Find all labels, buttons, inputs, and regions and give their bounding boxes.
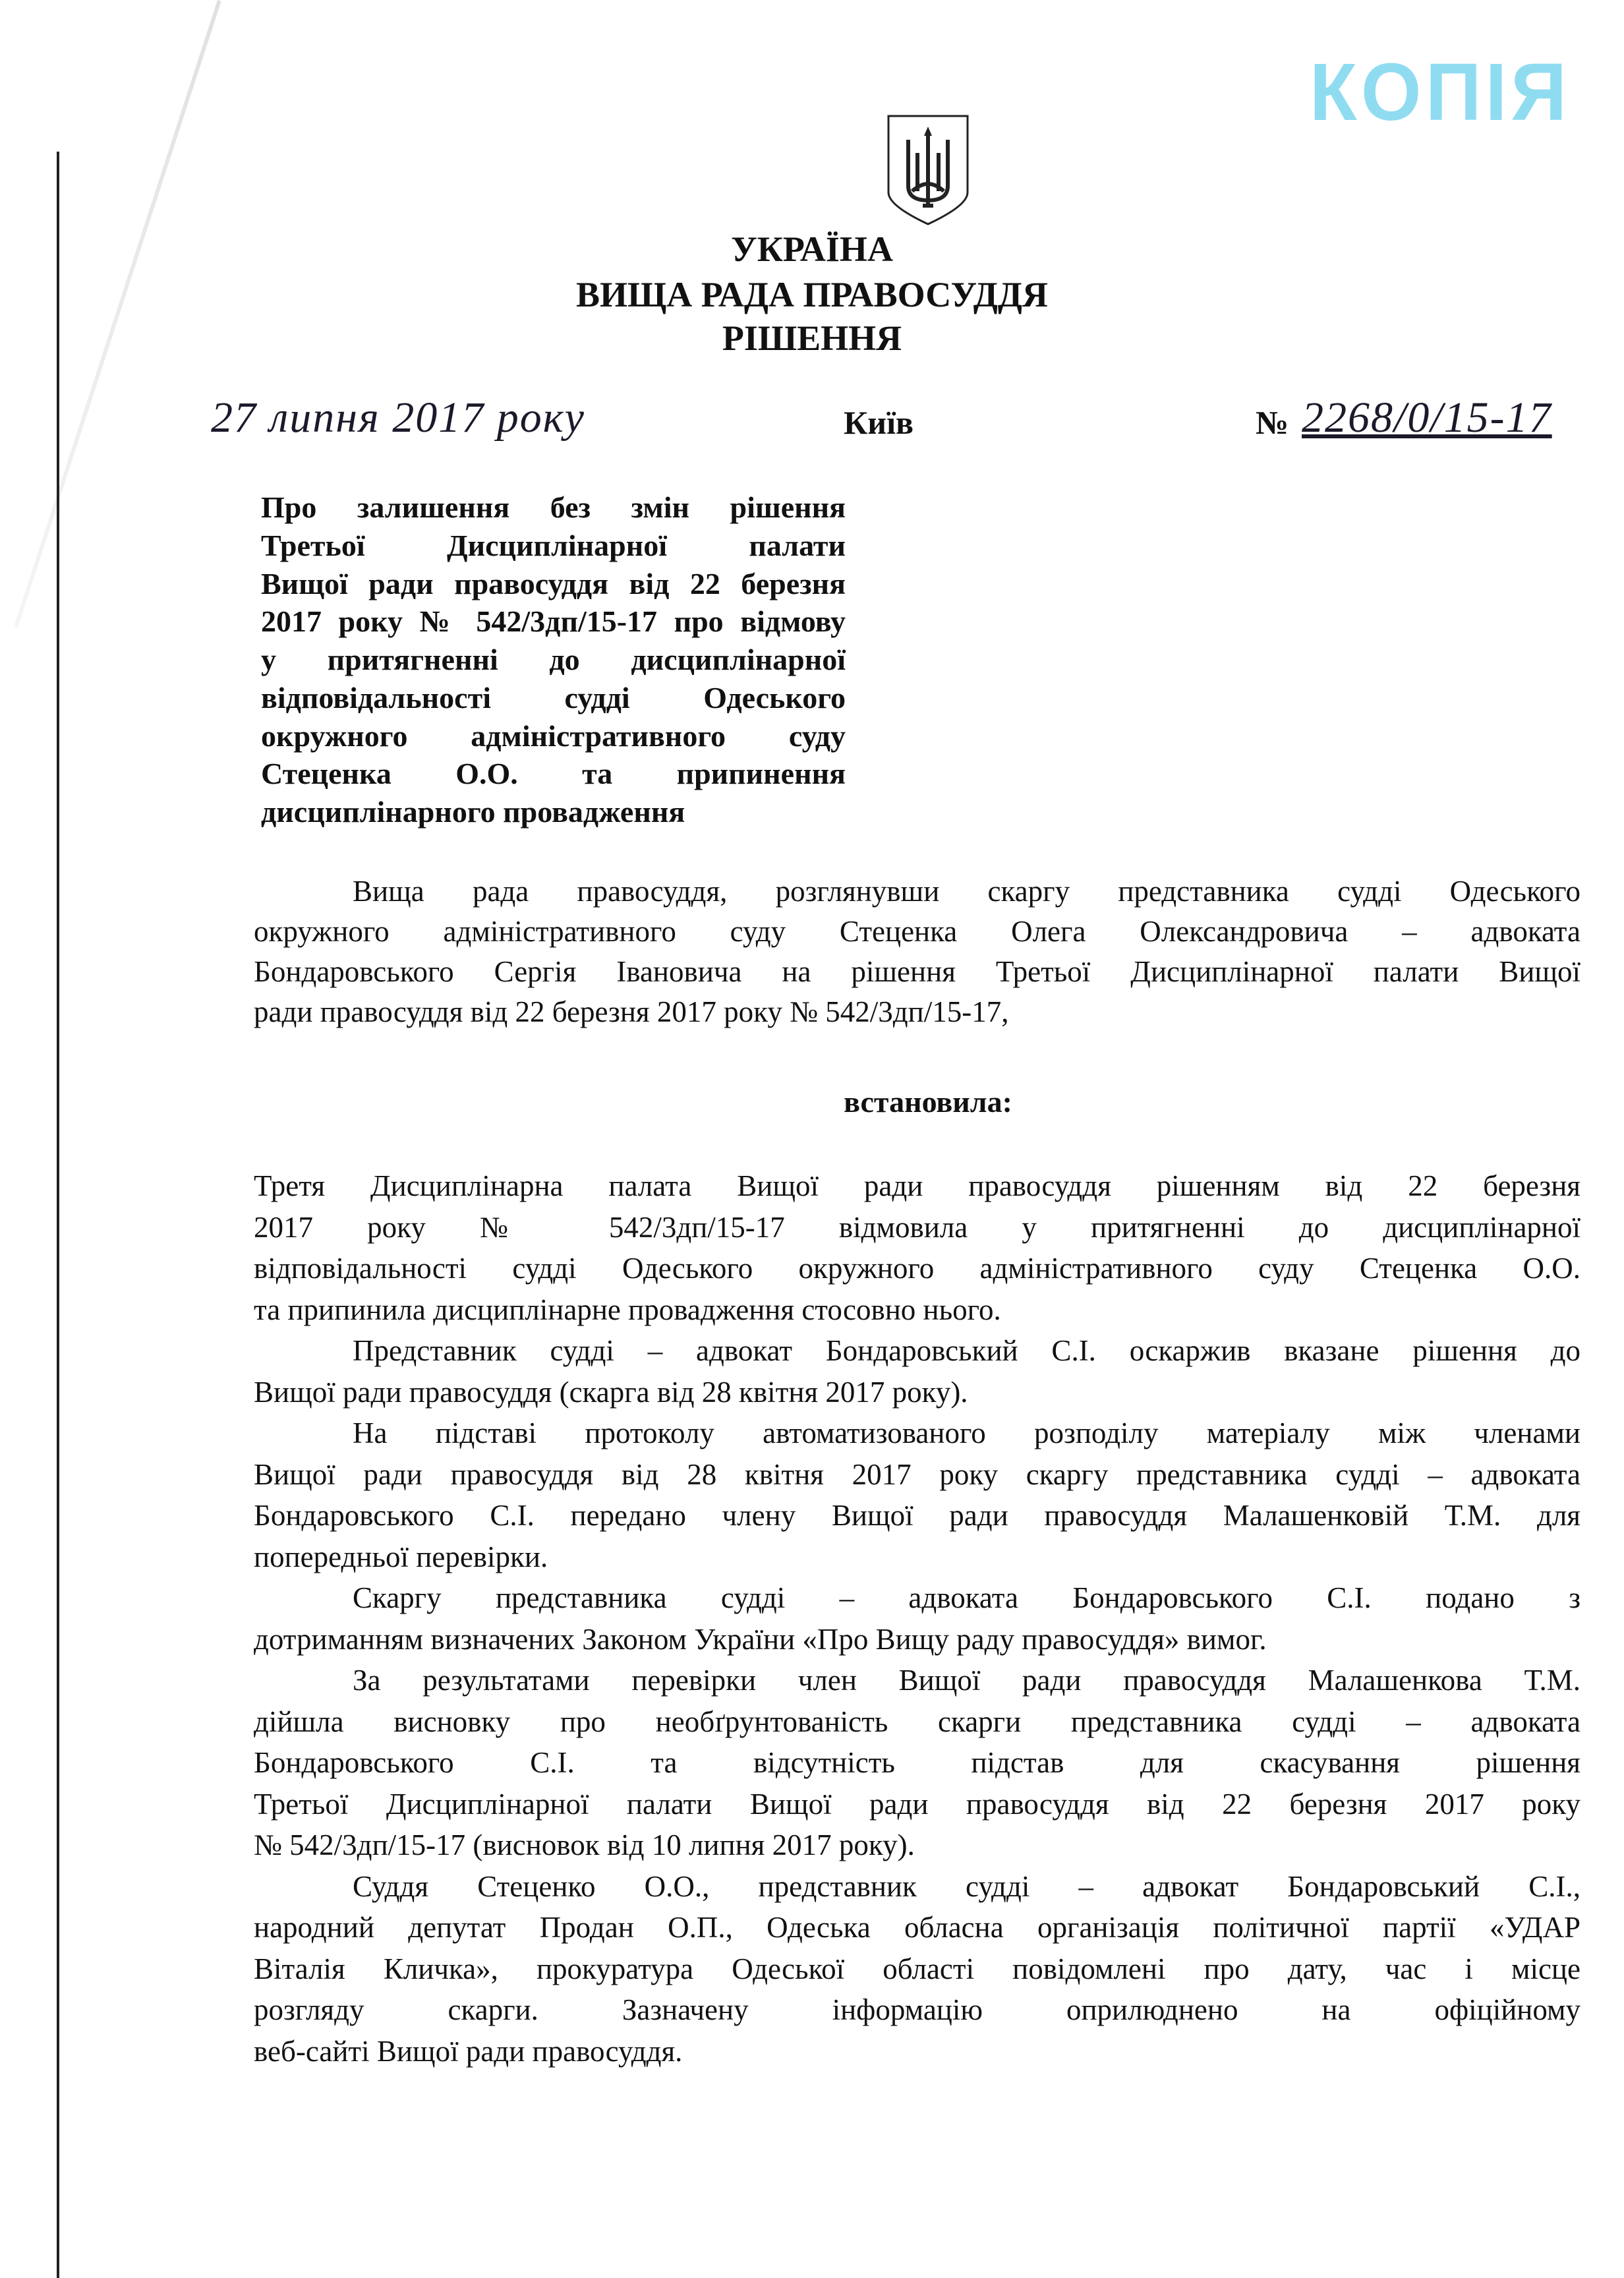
text-line: відповідальності судді Одеського окружного адміністративного суду Стеценка О.О. bbox=[254, 1252, 1580, 1285]
paragraph bbox=[254, 1413, 1580, 1577]
text-line: відповідальності судді Одеського bbox=[261, 680, 846, 715]
text-line: дійшла висновку про необґрунтованість скарги представника судді – адвоката bbox=[254, 1705, 1580, 1738]
paragraph bbox=[254, 1866, 1580, 2072]
text-line: Вищої ради правосуддя від 28 квітня 2017 року скаргу представника судді – адвоката bbox=[254, 1457, 1580, 1491]
handwritten-number: 2268/0/15-17 bbox=[1302, 394, 1552, 442]
handwritten-date: 27 липня 2017 року bbox=[211, 394, 585, 442]
text-line: Бондаровського С.І. та відсутність підстав для скасування рішення bbox=[254, 1746, 1580, 1779]
text-line: окружного адміністративного суду Стеценка Олега Олександровича – адвоката bbox=[254, 915, 1580, 948]
text-line: Представник судді – адвокат Бондаровський С.І. оскаржив вказане рішення до bbox=[353, 1334, 1580, 1367]
text-line: ради правосуддя від 22 березня 2017 року № 542/3дп/15-17, bbox=[254, 995, 1009, 1028]
text-line: у притягненні до дисциплінарної bbox=[261, 643, 846, 676]
text-line: 2017 року № 542/3дп/15-17 відмовила у притягненні до дисциплінарної bbox=[254, 1210, 1580, 1244]
coat-of-arms-icon bbox=[886, 113, 970, 225]
text-line: Вищої ради правосуддя від 22 березня bbox=[261, 566, 846, 600]
text-line: Стеценка О.О. та припинення bbox=[261, 757, 846, 791]
city: Київ bbox=[844, 404, 914, 441]
text-line: Третьої Дисциплінарної палати bbox=[261, 528, 846, 562]
text-line: Про залишення без змін рішення bbox=[261, 490, 846, 524]
paragraph bbox=[254, 1577, 1580, 1660]
document-type-heading: РІШЕННЯ bbox=[722, 318, 902, 358]
text-line: Третя Дисциплінарна палата Вищої ради правосуддя рішенням від 22 березня bbox=[254, 1169, 1580, 1202]
text-line: окружного адміністративного суду bbox=[261, 718, 846, 753]
paragraph bbox=[254, 1330, 1580, 1413]
text-line: За результатами перевірки член Вищої ради правосуддя Малашенкова Т.М. bbox=[353, 1664, 1580, 1697]
text-line: попередньої перевірки. bbox=[254, 1540, 548, 1573]
decision-body bbox=[254, 1165, 1580, 2072]
text-line: № 542/3дп/15-17 (висновок від 10 липня 2017 року). bbox=[254, 1828, 915, 1861]
text-line: Вищої ради правосуддя (скарга від 28 квітня 2017 року). bbox=[254, 1375, 968, 1409]
text-line: дотриманням визначених Законом України «Про Вищу раду правосуддя» вимог. bbox=[254, 1622, 1267, 1656]
text-line: та припинила дисциплінарне провадження стосовно нього. bbox=[254, 1293, 1001, 1326]
intro-paragraph bbox=[254, 871, 1580, 1032]
page-edge-line bbox=[57, 152, 59, 2278]
text-line: На підставі протоколу автоматизованого розподілу матеріалу між членами bbox=[353, 1416, 1580, 1449]
text-line: Бондаровського Сергія Івановича на рішення Третьої Дисциплінарної палати Вищої bbox=[254, 955, 1580, 988]
number-sign: № bbox=[1256, 404, 1289, 441]
copy-stamp: КОПІЯ bbox=[1309, 46, 1571, 138]
text-line: Скаргу представника судді – адвоката Бондаровського С.І. подано з bbox=[353, 1581, 1580, 1614]
organization-heading: ВИЩА РАДА ПРАВОСУДДЯ bbox=[575, 275, 1049, 314]
text-line: народний депутат Продан О.П., Одеська обласна організація політичної партії «УДАР bbox=[254, 1911, 1580, 1944]
text-line: 2017 року № 542/3дп/15-17 про відмову bbox=[261, 604, 846, 639]
text-line: Суддя Стеценко О.О., представник судді – адвокат Бондаровський С.І., bbox=[353, 1869, 1580, 1903]
country-heading: УКРАЇНА bbox=[731, 229, 893, 269]
text-line: Третьої Дисциплінарної палати Вищої ради правосуддя від 22 березня 2017 року bbox=[254, 1787, 1580, 1821]
established-heading: встановила: bbox=[844, 1085, 1012, 1119]
paragraph bbox=[254, 1660, 1580, 1866]
decision-title bbox=[261, 488, 846, 831]
text-line: Вища рада правосуддя, розглянувши скаргу представника судді Одеського bbox=[353, 875, 1580, 908]
text-line: розгляду скарги. Зазначену інформацію оприлюднено на офіційному bbox=[254, 1993, 1580, 2026]
paragraph bbox=[254, 1165, 1580, 1330]
text-line: Бондаровського С.І. передано члену Вищої ради правосуддя Малашенковій Т.М. для bbox=[254, 1499, 1580, 1532]
text-line: веб-сайті Вищої ради правосуддя. bbox=[254, 2034, 683, 2068]
text-line: дисциплінарного провадження bbox=[261, 795, 685, 829]
text-line: Віталія Кличка», прокуратура Одеської області повідомлені про дату, час і місце bbox=[254, 1952, 1580, 1985]
